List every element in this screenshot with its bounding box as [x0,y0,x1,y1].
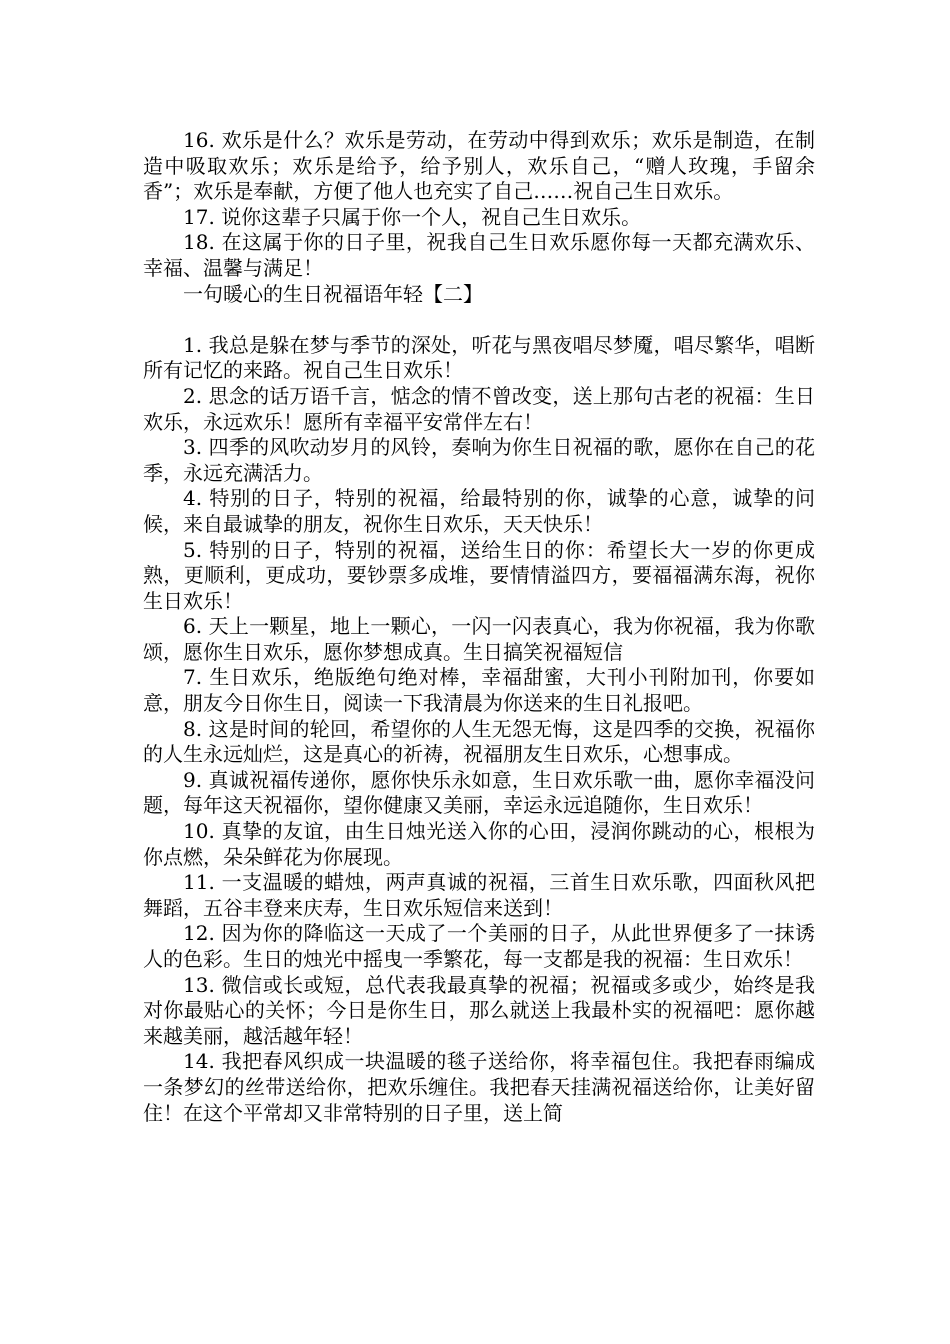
paragraph-10: 10. 真挚的友谊，由生日烛光送入你的心田，浸润你跳动的心，根根为你点燃，朵朵鲜花为你展现。 [143,819,815,869]
paragraph-12: 12. 因为你的降临这一天成了一个美丽的日子，从此世界便多了一抹诱人的色彩。生日的烛光中摇曳一季繁花，每一支都是我的祝福：生日欢乐！ [143,921,815,971]
paragraph-11: 11. 一支温暖的蜡烛，两声真诚的祝福，三首生日欢乐歌，四面秋风把舞蹈，五谷丰登来庆寿，生日欢乐短信来送到！ [143,870,815,920]
paragraph-17: 17. 说你这辈子只属于你一个人，祝自己生日欢乐。 [183,204,642,229]
paragraph-4: 4. 特别的日子，特别的祝福，给最特别的你，诚挚的心意，诚挚的问候，来自最诚挚的朋友，祝你生日欢乐，天天快乐！ [143,486,815,536]
paragraph-18: 18. 在这属于你的日子里，祝我自己生日欢乐愿你每一天都充满欢乐、幸福、温馨与满足！ [143,230,815,280]
section-heading: 一句暖心的生日祝福语年轻【二】 [183,281,483,306]
paragraph-8: 8. 这是时间的轮回，希望你的人生无怨无悔，这是四季的交换，祝福你的人生永远灿烂，这是真心的祈祷，祝福朋友生日欢乐，心想事成。 [143,716,815,767]
paragraph-7: 7. 生日欢乐，绝版绝句绝对棒，幸福甜蜜，大刊小刊附加刊，你要如意，朋友今日你生日，阅读一下我清晨为你送来的生日礼报吧。 [143,665,815,716]
paragraph-5: 5. 特别的日子，特别的祝福，送给生日的你：希望长大一岁的你更成熟，更顺利，更成功，要钞票多成堆，要情情溢四方，要福福满东海，祝你生日欢乐！ [143,537,815,613]
paragraph-14: 14. 我把春风织成一块温暖的毯子送给你，将幸福包住。我把春雨编成一条梦幻的丝带送给你，把欢乐缠住。我把春天挂满祝福送给你，让美好留住！在这个平常却又非常特别的日子里，送上简 [143,1049,815,1125]
document-body [143,128,815,1126]
blank-line [143,307,815,333]
paragraph-16: 16. 欢乐是什么？欢乐是劳动，在劳动中得到欢乐；欢乐是制造，在制造中吸取欢乐；欢乐是给予，给予别人，欢乐自己，“赠人玫瑰，手留余香”；欢乐是奉献，方便了他人也充实了自己……祝自己生日欢乐。 [143,128,815,204]
paragraph-6: 6. 天上一颗星，地上一颗心，一闪一闪表真心，我为你祝福，我为你歌颂，愿你生日欢乐，愿你梦想成真。生日搞笑祝福短信 [143,614,815,664]
paragraph-9: 9. 真诚祝福传递你，愿你快乐永如意，生日欢乐歌一曲，愿你幸福没问题，每年这天祝福你，望你健康又美丽，幸运永远追随你，生日欢乐！ [143,767,815,818]
paragraph-2: 2. 思念的话万语千言，惦念的情不曾改变，送上那句古老的祝福：生日欢乐，永远欢乐！愿所有幸福平安常伴左右！ [143,383,815,434]
paragraph-13: 13. 微信或长或短，总代表我最真挚的祝福；祝福或多或少，始终是我对你最贴心的关怀；今日是你生日，那么就送上我最朴实的祝福吧：愿你越来越美丽，越活越年轻！ [143,972,815,1048]
paragraph-3: 3. 四季的风吹动岁月的风铃，奏响为你生日祝福的歌，愿你在自己的花季，永远充满活力。 [143,435,815,485]
paragraph-1: 1. 我总是躲在梦与季节的深处，听花与黑夜唱尽梦魇，唱尽繁华，唱断所有记忆的来路。祝自己生日欢乐！ [143,332,815,383]
